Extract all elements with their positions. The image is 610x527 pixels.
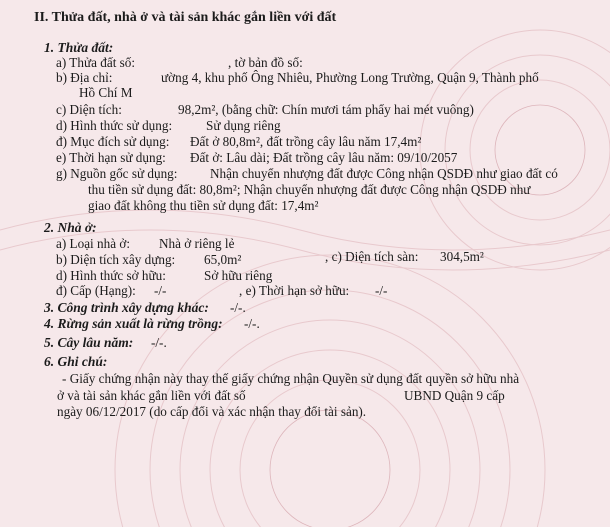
house-grade-value: -/- bbox=[154, 283, 167, 298]
land-purpose-value: Đất ở 80,8m², đất trồng cây lâu năm 17,4m² bbox=[190, 134, 422, 149]
house-ownership-value: Sở hữu riêng bbox=[204, 268, 273, 283]
land-address-value: ường 4, khu phố Ông Nhiêu, Phường Long Trường, Quận 9, Thành phố bbox=[161, 70, 539, 85]
land-term-value: Đất ở: Lâu dài; Đất trồng cây lâu năm: 09/10/2057 bbox=[190, 150, 458, 165]
house-ownership-label: d) Hình thức sở hữu: bbox=[56, 268, 166, 283]
land-parcel-number-label: a) Thửa đất số: bbox=[56, 55, 136, 70]
house-grade-label: đ) Cấp (Hạng): bbox=[56, 283, 136, 298]
house-built-area-value: 65,0m² bbox=[204, 252, 242, 267]
house-built-area-label: b) Diện tích xây dựng: bbox=[56, 252, 176, 267]
land-origin-label: g) Nguồn gốc sử dụng: bbox=[56, 166, 178, 181]
house-type-value: Nhà ở riêng lẻ bbox=[159, 236, 235, 251]
forest-value: -/-. bbox=[244, 316, 260, 331]
other-works-value: -/-. bbox=[230, 300, 246, 315]
land-area-value: 98,2m², (bằng chữ: Chín mươi tám phẩy hai mét vuông) bbox=[178, 102, 474, 117]
trees-heading: 5. Cây lâu năm: bbox=[44, 335, 134, 350]
land-use-form-value: Sử dụng riêng bbox=[206, 118, 281, 133]
land-area-label: c) Diện tích: bbox=[56, 102, 122, 117]
notes-line-2b: UBND Quận 9 cấp bbox=[404, 388, 505, 403]
trees-value: -/-. bbox=[151, 335, 167, 350]
notes-line-3: ngày 06/12/2017 (do cấp đổi và xác nhận thay đổi tài sản). bbox=[57, 404, 367, 419]
house-floor-area-label: , c) Diện tích sàn: bbox=[325, 249, 419, 264]
land-map-sheet-label: , tờ bản đồ số: bbox=[228, 55, 303, 70]
land-origin-value-3: giao đất không thu tiền sử dụng đất: 17,4m² bbox=[88, 198, 319, 213]
notes-line-1: - Giấy chứng nhận này thay thế giấy chứng nhận Quyền sử dụng đất quyền sở hữu nhà bbox=[62, 371, 520, 386]
land-term-label: e) Thời hạn sử dụng: bbox=[56, 150, 166, 165]
land-origin-value-2: thu tiền sử dụng đất: 80,8m²; Nhận chuyển nhượng đất được Công nhận QSDĐ như bbox=[88, 182, 531, 197]
land-address-value-cont: Hồ Chí M bbox=[79, 85, 133, 100]
section-title: II. Thửa đất, nhà ở và tài sản khác gắn liền với đất bbox=[34, 10, 337, 25]
land-purpose-label: đ) Mục đích sử dụng: bbox=[56, 134, 170, 149]
house-heading: 2. Nhà ở: bbox=[44, 220, 97, 235]
house-term-value: -/- bbox=[375, 283, 388, 298]
land-use-form-label: d) Hình thức sử dụng: bbox=[56, 118, 173, 133]
land-heading: 1. Thửa đất: bbox=[44, 40, 114, 55]
house-type-label: a) Loại nhà ở: bbox=[56, 236, 130, 251]
land-address-label: b) Địa chỉ: bbox=[56, 70, 113, 85]
notes-heading: 6. Ghi chú: bbox=[44, 354, 108, 369]
house-floor-area-value: 304,5m² bbox=[440, 249, 484, 264]
forest-heading: 4. Rừng sản xuất là rừng trồng: bbox=[44, 316, 223, 331]
land-origin-value-1: Nhận chuyển nhượng đất được Công nhận QSDĐ như giao đất có bbox=[210, 166, 558, 181]
house-term-label: , e) Thời hạn sở hữu: bbox=[239, 283, 350, 298]
other-works-heading: 3. Công trình xây dựng khác: bbox=[44, 300, 209, 315]
notes-line-2a: ở và tài sản khác gắn liền với đất số bbox=[57, 388, 246, 403]
